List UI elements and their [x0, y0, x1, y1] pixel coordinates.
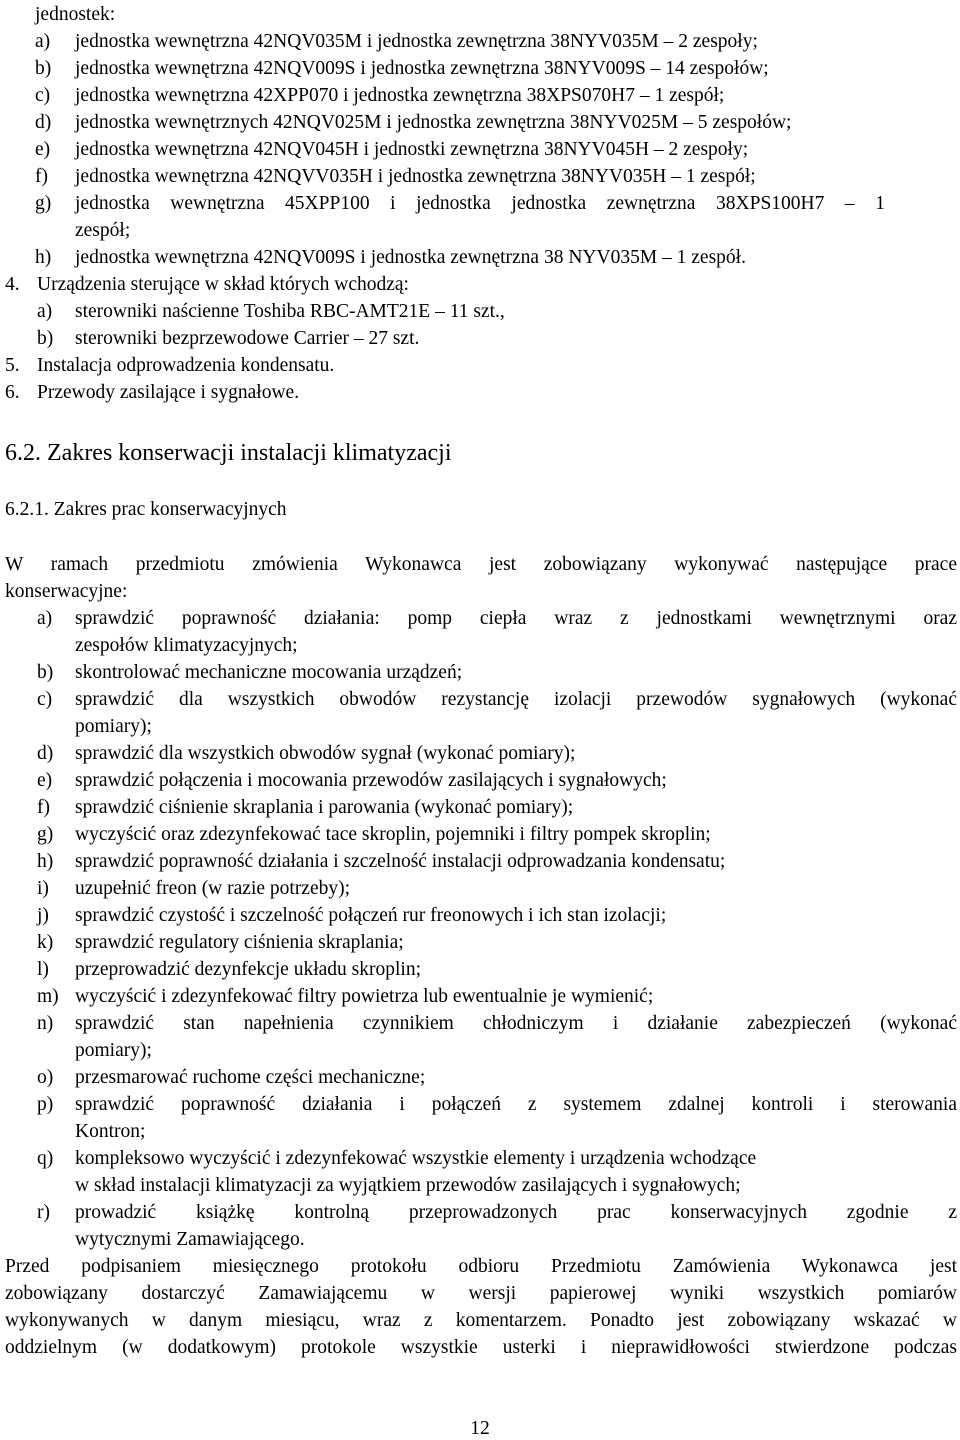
- item-marker: h): [37, 851, 54, 872]
- closing-paragraph-line: wykonywanych w danym miesiącu, wraz z komentarzem. Ponadto jest zobowiązany wskazać w: [5, 1310, 957, 1331]
- item-marker: c): [37, 689, 53, 710]
- task-text: wyczyścić i zdezynfekować filtry powietrza lub ewentualnie je wymienić;: [75, 986, 654, 1007]
- task-text: sprawdzić poprawność działania: pomp ciepła wraz z jednostkami wewnętrznymi oraz: [75, 608, 957, 629]
- item-marker: d): [35, 112, 52, 133]
- item-marker: a): [37, 301, 53, 322]
- unit-item-text: jednostka wewnętrznych 42NQV025M i jednostka zewnętrzna 38NYV025M – 5 zespołów;: [75, 112, 792, 133]
- closing-paragraph-line: Przed podpisaniem miesięcznego protokołu odbioru Przedmiotu Zamówienia Wykonawca jest: [5, 1256, 957, 1277]
- item-marker: i): [37, 878, 49, 899]
- unit-item-text: jednostka wewnętrzna 42NQV009S i jednostka zewnętrzna 38 NYV035M – 1 zespół.: [75, 247, 746, 268]
- section-title: Przewody zasilające i sygnałowe.: [37, 382, 300, 403]
- task-text: sprawdzić poprawność działania i szczelność instalacji odprowadzania kondensatu;: [75, 851, 726, 872]
- unit-item-text: jednostka wewnętrzna 42NQV045H i jednostki zewnętrzna 38NYV045H – 2 zespoły;: [75, 139, 749, 160]
- task-text: sprawdzić stan napełnienia czynnikiem chłodniczym i działanie zabezpieczeń (wykonać: [75, 1013, 957, 1034]
- item-marker: f): [37, 797, 50, 818]
- item-marker: n): [37, 1013, 54, 1034]
- item-marker: g): [37, 824, 54, 845]
- section-number: 4.: [5, 274, 20, 295]
- section-number: 6.: [5, 382, 20, 403]
- item-marker: e): [37, 770, 53, 791]
- section-heading: 6.2. Zakres konserwacji instalacji klimatyzacji: [5, 440, 452, 466]
- subsection-heading: 6.2.1. Zakres prac konserwacyjnych: [5, 499, 287, 520]
- task-text: sprawdzić połączenia i mocowania przewodów zasilających i sygnałowych;: [75, 770, 667, 791]
- unit-item-text: jednostka wewnętrzna 45XPP100 i jednostka jednostka zewnętrzna 38XPS100H7 – 1: [75, 193, 885, 214]
- task-text: sprawdzić poprawność działania i połączeń z systemem zdalnej kontroli i sterowania: [75, 1094, 957, 1115]
- unit-item-text: jednostka wewnętrzna 42NQV035M i jednostka zewnętrzna 38NYV035M – 2 zespoły;: [75, 31, 758, 52]
- item-marker: k): [37, 932, 54, 953]
- unit-item-text: jednostka wewnętrzna 42NQV009S i jednostka zewnętrzna 38NYV009S – 14 zespołów;: [75, 58, 769, 79]
- task-text: wyczyścić oraz zdezynfekować tace skroplin, pojemniki i filtry pompek skroplin;: [75, 824, 711, 845]
- page-number: 12: [470, 1418, 490, 1439]
- controller-item-text: sterowniki naścienne Toshiba RBC-AMT21E – 11 szt.,: [75, 301, 505, 322]
- item-marker: b): [37, 662, 54, 683]
- closing-paragraph-line: zobowiązany dostarczyć Zamawiającemu w wersji papierowej wyniki wszystkich pomiarów: [5, 1283, 957, 1304]
- item-marker: a): [35, 31, 51, 52]
- task-text: sprawdzić dla wszystkich obwodów sygnał (wykonać pomiary);: [75, 743, 576, 764]
- section-title: Urządzenia sterujące w skład których wchodzą:: [37, 274, 409, 295]
- item-marker: f): [35, 166, 48, 187]
- task-text-cont: pomiary);: [75, 1040, 152, 1061]
- task-text: kompleksowo wyczyścić i zdezynfekować wszystkie elementy i urządzenia wchodzące: [75, 1148, 757, 1169]
- closing-paragraph-line: oddzielnym (w dodatkowym) protokole wszystkie usterki i nieprawidłowości stwierdzone podczas: [5, 1337, 957, 1358]
- item-marker: o): [37, 1067, 54, 1088]
- item-marker: a): [37, 608, 53, 629]
- section-title: Instalacja odprowadzenia kondensatu.: [37, 355, 335, 376]
- item-marker: p): [37, 1094, 54, 1115]
- units-heading: jednostek:: [35, 4, 116, 25]
- task-text: przesmarować ruchome części mechaniczne;: [75, 1067, 426, 1088]
- item-marker: h): [35, 247, 52, 268]
- intro-paragraph-cont: konserwacyjne:: [5, 581, 128, 602]
- task-text: skontrolować mechaniczne mocowania urządzeń;: [75, 662, 463, 683]
- item-marker: l): [37, 959, 49, 980]
- unit-item-text-cont: zespół;: [75, 220, 131, 241]
- controller-item-text: sterowniki bezprzewodowe Carrier – 27 szt.: [75, 328, 420, 349]
- task-text: sprawdzić ciśnienie skraplania i parowania (wykonać pomiary);: [75, 797, 574, 818]
- task-text: uzupełnić freon (w razie potrzeby);: [75, 878, 351, 899]
- task-text-cont: wytycznymi Zamawiającego.: [75, 1229, 305, 1250]
- item-marker: e): [35, 139, 51, 160]
- item-marker: b): [35, 58, 52, 79]
- item-marker: d): [37, 743, 54, 764]
- section-number: 5.: [5, 355, 20, 376]
- unit-item-text: jednostka wewnętrzna 42NQVV035H i jednostka zewnętrzna 38NYV035H – 1 zespół;: [75, 166, 756, 187]
- item-marker: j): [37, 905, 49, 926]
- item-marker: q): [37, 1148, 54, 1169]
- task-text-cont: Kontron;: [75, 1121, 146, 1142]
- item-marker: r): [37, 1202, 50, 1223]
- item-marker: g): [35, 193, 52, 214]
- unit-item-text: jednostka wewnętrzna 42XPP070 i jednostka zewnętrzna 38XPS070H7 – 1 zespół;: [75, 85, 725, 106]
- task-text: sprawdzić czystość i szczelność połączeń rur freonowych i ich stan izolacji;: [75, 905, 667, 926]
- task-text-cont: zespołów klimatyzacyjnych;: [75, 635, 298, 656]
- intro-paragraph: W ramach przedmiotu zmówienia Wykonawca jest zobowiązany wykonywać następujące prace: [5, 554, 957, 575]
- unit-item: [35, 32, 50, 52]
- item-marker: m): [37, 986, 59, 1007]
- task-text-cont: pomiary);: [75, 716, 152, 737]
- task-text: sprawdzić dla wszystkich obwodów rezystancję izolacji przewodów sygnałowych (wykonać: [75, 689, 957, 710]
- item-marker: c): [35, 85, 51, 106]
- task-text-cont: w skład instalacji klimatyzacji za wyjątkiem przewodów zasilających i sygnałowych;: [75, 1175, 741, 1196]
- item-marker: b): [37, 328, 54, 349]
- task-text: sprawdzić regulatory ciśnienia skraplania;: [75, 932, 404, 953]
- task-text: prowadzić książkę kontrolną przeprowadzonych prac konserwacyjnych zgodnie z: [75, 1202, 957, 1223]
- task-text: przeprowadzić dezynfekcje układu skroplin;: [75, 959, 421, 980]
